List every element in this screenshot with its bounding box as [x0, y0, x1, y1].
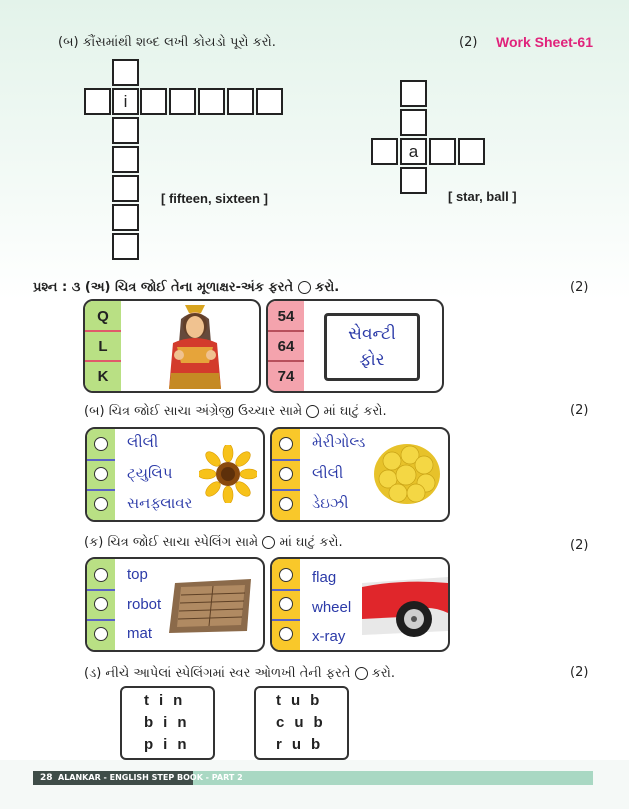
crossword-cell[interactable] [400, 80, 427, 107]
crossword-cell[interactable] [400, 167, 427, 194]
q2b-marks: (2) [459, 35, 478, 50]
answer-circle[interactable] [279, 597, 293, 611]
option-word: robot [127, 596, 162, 613]
number-board [324, 313, 420, 381]
letter-option[interactable]: Q [97, 308, 109, 325]
spelling-word[interactable]: rub [276, 736, 331, 753]
crossword-2-hint: [ star, ball ] [448, 189, 517, 204]
book-title: ALANKAR - ENGLISH STEP BOOK - PART 2 [58, 773, 243, 782]
option-word: સનફ્લાવર [127, 494, 193, 512]
divider [87, 619, 115, 621]
circle-icon [298, 281, 311, 294]
option-word: લીલી [127, 433, 159, 451]
flower-card-2 [270, 427, 450, 522]
q3b-title-end: માં ઘાટું કરો. [323, 404, 387, 419]
number-option[interactable]: 64 [277, 338, 295, 355]
answer-circle[interactable] [94, 597, 108, 611]
option-word: top [127, 566, 148, 583]
answer-circle[interactable] [279, 437, 293, 451]
answer-circle[interactable] [94, 627, 108, 641]
q3b-title [84, 404, 387, 419]
circle-icon [262, 536, 275, 549]
number-card [266, 299, 444, 393]
q3b-title-text: (બ) ચિત્ર જોઈ સાચા અંગ્રેજી ઉચ્ચાર સામે [84, 404, 303, 419]
q3b-marks: (2) [570, 403, 589, 418]
crossword-cell[interactable] [112, 204, 139, 231]
circle-icon [355, 667, 368, 680]
answer-circle[interactable] [279, 627, 293, 641]
crossword-cell[interactable] [227, 88, 254, 115]
crossword-cell[interactable] [112, 117, 139, 144]
crossword-cell[interactable] [458, 138, 485, 165]
option-word: flag [312, 569, 337, 586]
letter-option[interactable]: K [97, 368, 109, 385]
q3c-title [84, 535, 343, 550]
q3c-title-end: માં ઘાટું કરો. [279, 535, 343, 550]
answer-circle[interactable] [279, 568, 293, 582]
divider [272, 619, 300, 621]
crossword-cell[interactable] [169, 88, 196, 115]
crossword-cell[interactable] [400, 109, 427, 136]
q3a-title-end: કરો. [315, 280, 340, 295]
divider [87, 489, 115, 491]
divider [85, 360, 121, 362]
option-word: mat [127, 625, 153, 642]
q3c-marks: (2) [570, 538, 589, 553]
divider [87, 589, 115, 591]
car-wheel-illustration [362, 573, 448, 639]
crossword-cell-given: a [400, 138, 427, 165]
option-word: ટ્યુલિપ [127, 464, 173, 482]
option-word: ડેઇઝી [312, 494, 349, 512]
letter-option[interactable]: L [98, 338, 108, 355]
spelling-word[interactable]: tub [276, 692, 330, 709]
mat-illustration [167, 577, 255, 635]
number-word-line2: ફોર [359, 350, 385, 370]
sunflower-illustration [199, 445, 257, 503]
divider [272, 489, 300, 491]
page-number: 28 [40, 773, 53, 783]
q3d-title-text: (ડ) નીચે આપેલાં સ્પેલિંગમાં સ્વર ઓળખી તેની ફરતે [84, 666, 351, 681]
answer-circle[interactable] [94, 568, 108, 582]
q2b-title: (બ) કૌંસમાંથી શબ્દ લખી કોયડો પૂરો કરો. [58, 35, 276, 50]
crossword-cell[interactable] [112, 146, 139, 173]
answer-circle[interactable] [94, 497, 108, 511]
q3d-title [84, 666, 395, 681]
q3d-marks: (2) [570, 665, 589, 680]
queen-illustration [155, 303, 235, 391]
q3c-title-text: (ક) ચિત્ર જોઈ સાચા સ્પેલિંગ સામે [84, 535, 259, 550]
divider [272, 589, 300, 591]
crossword-cell[interactable] [140, 88, 167, 115]
crossword-cell[interactable] [112, 175, 139, 202]
crossword-cell[interactable] [198, 88, 225, 115]
worksheet-label: Work Sheet-61 [496, 34, 593, 50]
divider [85, 330, 121, 332]
letter-card [83, 299, 261, 393]
spelling-word[interactable]: bin [144, 714, 197, 731]
spelling-box-left [120, 686, 215, 760]
crossword-cell-given: i [112, 88, 139, 115]
crossword-cell[interactable] [112, 59, 139, 86]
spelling-word[interactable]: cub [276, 714, 333, 731]
q3a-title-text: પ્રશ્ન : ૩ (અ) ચિત્ર જોઈ તેના મૂળાક્ષર-અંક ફરતે [33, 280, 294, 295]
option-word: મેરીગોલ્ડ [312, 433, 366, 451]
divider [87, 459, 115, 461]
marigold-illustration [372, 441, 442, 507]
spelling-word[interactable]: tin [144, 692, 193, 709]
option-word: x-ray [312, 628, 346, 645]
crossword-cell[interactable] [84, 88, 111, 115]
flower-card-1 [85, 427, 265, 522]
divider [268, 330, 304, 332]
divider [272, 459, 300, 461]
circle-icon [306, 405, 319, 418]
wheel-card [270, 557, 450, 652]
crossword-cell[interactable] [371, 138, 398, 165]
crossword-cell[interactable] [112, 233, 139, 260]
answer-circle[interactable] [94, 437, 108, 451]
answer-circle[interactable] [94, 467, 108, 481]
number-option[interactable]: 54 [277, 308, 295, 325]
q3d-title-end: કરો. [371, 666, 396, 681]
answer-circle[interactable] [279, 497, 293, 511]
mat-card [85, 557, 265, 652]
spelling-box-right [254, 686, 349, 760]
q3a-title [33, 280, 339, 295]
option-word: લીલી [312, 464, 344, 482]
crossword-cell[interactable] [429, 138, 456, 165]
q3a-marks: (2) [570, 280, 589, 295]
option-word: wheel [312, 599, 352, 616]
crossword-1-hint: [ fifteen, sixteen ] [161, 191, 268, 206]
number-option[interactable]: 74 [277, 368, 295, 385]
answer-circle[interactable] [279, 467, 293, 481]
crossword-cell[interactable] [256, 88, 283, 115]
number-word-line1: સેવન્ટી [348, 324, 396, 344]
spelling-word[interactable]: pin [144, 736, 197, 753]
divider [268, 360, 304, 362]
